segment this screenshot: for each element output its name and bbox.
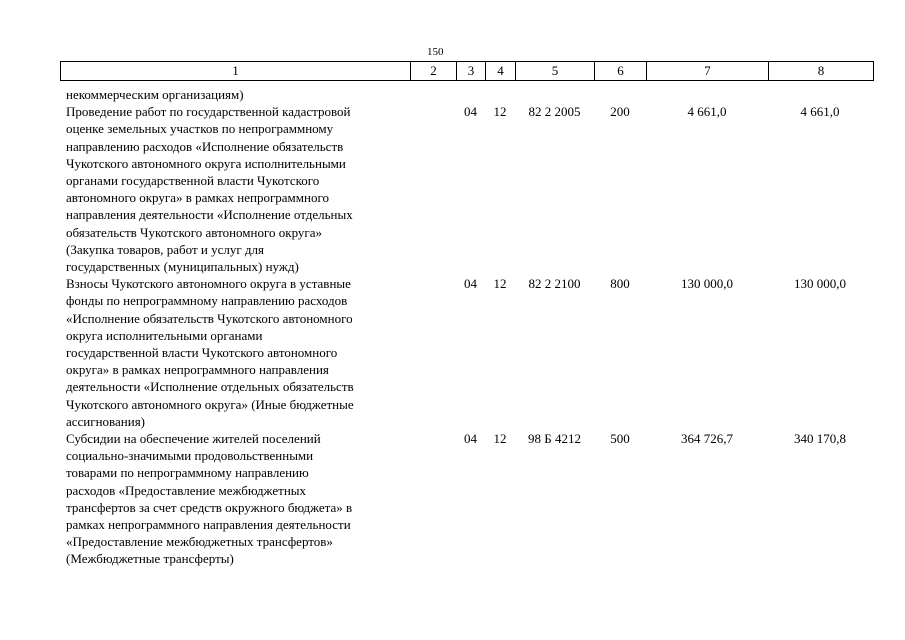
row-target-item-code: 82 2 2100: [528, 276, 581, 292]
row-amount-1: 130 000,0: [681, 276, 733, 292]
row-description: Взносы Чукотского автономного округа в уставные фонды по непрограммному направлению расходов «Исполнение обязательств Чукотского автономного округа исполнительными органами государственной власти Чукотского автономного округа» в рамках непрограммного направления деятельности «Исполнение отдельных обязательств Чукотского автономного округа» (Иные бюджетные ассигнования): [66, 276, 354, 429]
column-header-5: 5: [516, 62, 595, 80]
row-description: Субсидии на обеспечение жителей поселений социально-значимыми продовольственными товарами по непрограммному направлению расходов «Предоставление межбюджетных трансфертов за счет средств окружного бюджета» в рамках непрограммного направления деятельности «Предоставление межбюджетных трансфертов» (Межбюджетные трансферты): [66, 431, 353, 567]
row-subsection-code: 12: [493, 431, 507, 447]
page-number: 150: [427, 46, 444, 58]
column-header-1: 1: [61, 62, 411, 80]
row-target-item-code: 82 2 2005: [528, 104, 581, 120]
table-row: [60, 275, 874, 430]
row-expense-type-code: 800: [610, 276, 630, 292]
row-amount-1: 364 726,7: [681, 431, 733, 447]
column-header-8: 8: [817, 63, 825, 78]
row-subsection-code: 12: [493, 276, 507, 292]
row-expense-type-code: 200: [610, 104, 630, 120]
row-amount-1: 4 661,0: [687, 104, 727, 120]
row-section-code: 04: [464, 431, 477, 447]
table-row: [60, 430, 874, 568]
column-header-4: 4: [486, 62, 516, 80]
row-subsection-code: 12: [493, 104, 507, 120]
row-amount-2: 340 170,8: [794, 431, 846, 447]
row-amount-2: 4 661,0: [800, 104, 840, 120]
table-body: [60, 86, 874, 568]
row-section-code: 04: [464, 276, 477, 292]
column-header-6: 6: [595, 62, 647, 80]
table-header-row: [60, 61, 874, 81]
row-expense-type-code: 500: [610, 431, 630, 447]
row-section-code: 04: [464, 104, 477, 120]
column-header-3: 3: [457, 62, 486, 80]
continuation-row: [60, 86, 874, 103]
row-amount-2: 130 000,0: [794, 276, 846, 292]
column-header-2: 2: [411, 62, 457, 80]
column-header-7: 7: [647, 62, 769, 80]
continuation-text: некоммерческим организациям): [66, 87, 244, 102]
row-description: Проведение работ по государственной кадастровой оценке земельных участков по непрограммному направлению расходов «Исполнение обязательств Чукотского автономного округа исполнительными органами государственной власти Чукотского автономного округа» в рамках непрограммного направления деятельности «Исполнение отдельных обязательств Чукотского автономного округа» (Закупка товаров, работ и услуг для государственных (муниципальных) нужд): [66, 104, 353, 275]
row-target-item-code: 98 Б 4212: [528, 431, 581, 447]
table-row: [60, 103, 874, 275]
